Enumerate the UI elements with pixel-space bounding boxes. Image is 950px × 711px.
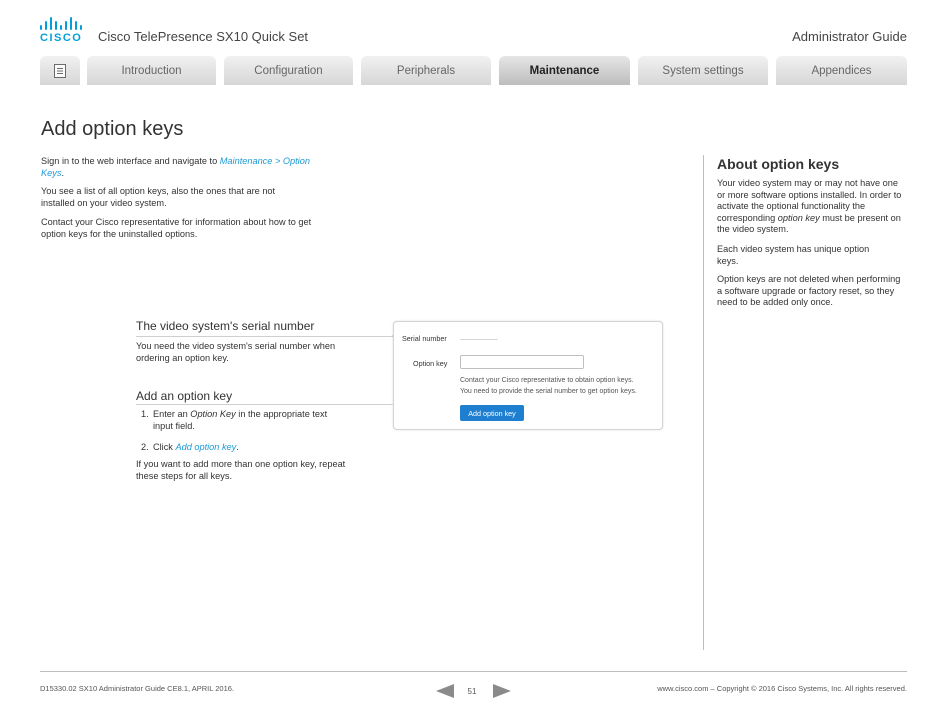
- tab-introduction[interactable]: Introduction: [87, 56, 216, 85]
- aside-paragraph-3: Option keys are not deleted when performing a software upgrade or factory reset, so they need to be added only once.: [717, 274, 901, 307]
- tab-maintenance[interactable]: Maintenance: [499, 56, 630, 85]
- footer-document-id: D15330.02 SX10 Administrator Guide CE8.1, APRIL 2016.: [40, 684, 235, 693]
- aside-p1-post: must be present on the video system.: [717, 212, 901, 234]
- step-1-number: 1.: [141, 409, 149, 419]
- intro-text: Sign in to the web interface and navigate to: [41, 156, 220, 166]
- option-key-label: Option key: [413, 359, 448, 368]
- serial-number-label: Serial number: [402, 334, 447, 343]
- aside-p1-pre: Your video system may or may not have one or more software options installed. In order to activate the optional functionality the corresponding: [717, 178, 902, 223]
- table-of-contents-icon: [54, 64, 66, 78]
- next-page-arrow-icon[interactable]: [493, 684, 511, 698]
- step-2-pre: Click: [153, 442, 176, 452]
- step-2-number: 2.: [141, 442, 149, 452]
- step-1-text: [153, 409, 333, 432]
- aside-title: About option keys: [717, 156, 840, 172]
- cisco-logo-bars-icon: [40, 16, 88, 30]
- step-1-emphasis: Option Key: [190, 409, 236, 419]
- multiple-keys-note: If you want to add more than one option key, repeat these steps for all keys.: [136, 459, 346, 481]
- document-title: Cisco TelePresence SX10 Quick Set: [98, 29, 309, 44]
- option-key-input[interactable]: [460, 355, 584, 369]
- step-1-pre: Enter an: [153, 409, 191, 419]
- page-title: Add option keys: [41, 118, 184, 140]
- contact-paragraph: Contact your Cisco representative for information about how to get option keys for the uninstalled options.: [41, 217, 312, 239]
- tab-appendices[interactable]: Appendices: [776, 56, 907, 85]
- maintenance-option-keys-link[interactable]: Maintenance > Option Keys: [41, 156, 310, 178]
- aside-p1-emphasis: option key: [777, 212, 820, 223]
- step-2-text: [153, 442, 333, 454]
- step-2-post: .: [236, 442, 239, 452]
- previous-page-arrow-icon[interactable]: [436, 684, 454, 698]
- add-option-key-link[interactable]: Add option key: [175, 442, 237, 452]
- add-option-key-button[interactable]: Add option key: [460, 405, 524, 421]
- cisco-logo-text: CISCO: [40, 32, 83, 44]
- option-key-help-2: You need to provide the serial number to get option keys.: [460, 388, 637, 395]
- aside-paragraph-2: Each video system has unique option keys.: [717, 244, 870, 266]
- guide-title: Administrator Guide: [792, 29, 907, 44]
- tab-peripherals[interactable]: Peripherals: [361, 56, 491, 85]
- intro-period: .: [61, 167, 64, 178]
- footer-copyright: www.cisco.com – Copyright © 2016 Cisco Systems, Inc. All rights reserved.: [657, 684, 907, 693]
- add-option-key-heading: Add an option key: [136, 389, 233, 403]
- option-key-help-1: Contact your Cisco representative to obtain option keys.: [460, 377, 634, 384]
- serial-number-text: You need the video system's serial number when ordering an option key.: [136, 341, 336, 363]
- serial-number-value: ...................: [460, 333, 498, 342]
- page-number: 51: [467, 687, 477, 696]
- intro-paragraph: [41, 156, 316, 179]
- cisco-logo: [40, 16, 90, 46]
- serial-number-heading: The video system's serial number: [136, 319, 315, 333]
- aside-paragraph-1: [717, 178, 907, 236]
- serial-number-divider: [136, 336, 396, 337]
- column-divider: [703, 155, 704, 650]
- tab-configuration[interactable]: Configuration: [224, 56, 353, 85]
- step-1-post: in the appropriate text input field.: [153, 409, 328, 431]
- option-keys-list-paragraph: You see a list of all option keys, also the ones that are not installed on your video system.: [41, 186, 276, 208]
- add-option-key-divider: [136, 404, 396, 405]
- tab-system-settings[interactable]: System settings: [638, 56, 768, 85]
- footer-divider: [40, 671, 907, 672]
- tab-table-of-contents[interactable]: [40, 56, 80, 85]
